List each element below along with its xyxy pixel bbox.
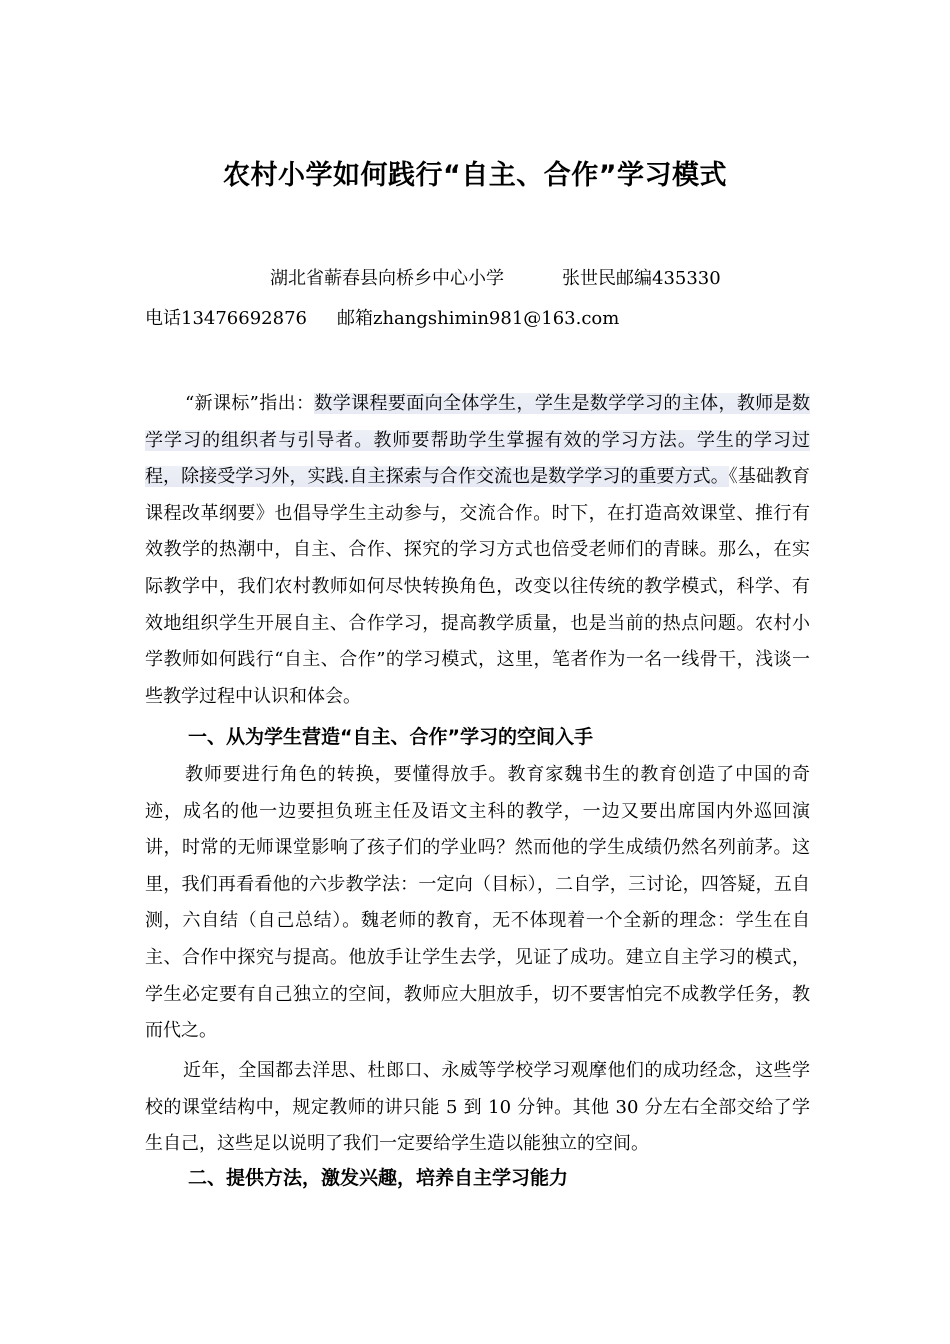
section-2-heading: 二、提供方法，激发兴趣，培养自主学习能力 [188, 1167, 569, 1189]
contact-line [145, 305, 825, 333]
section-1-paragraph-1: 教师要进行角色的转换，要懂得放手。教育家魏书生的教育创造了中国的奇迹，成名的他一边要担负班主任及语文主科的教学，一边又要出席国内外巡回演讲，时常的无师课堂影响了孩子们的学业吗？然而他的学生成绩仍然名列前茅。这里，我们再看看他的六步教学法：一定向（目标），二自学，三讨论，四答疑，五自测，六自结（自己总结）。魏老师的教育，无不体现着一个全新的理念：学生在自主、合作中探究与提高。他放手让学生去学，见证了成功。建立自主学习的模式，学生必定要有自己独立的空间，教师应大胆放手，切不要害怕完不成教学任务，教而代之。 [145, 764, 810, 1042]
intro-section [145, 386, 810, 715]
intro-rest: 《基础教育课程改革纲要》也倡导学生主动参与，交流合作。时下，在打造高效课堂、推行有效教学的热潮中，自主、合作、探究的学习方式也倍受老师们的青睐。那么，在实际教学中，我们农村教师如何尽快转换角色，改变以往传统的教学模式，科学、有效地组织学生开展自主、合作学习，提高教学质量，也是当前的热点问题。农村小学教师如何践行“自主、合作”的学习模式，这里，笔者作为一名一线骨干，浅谈一些教学过程中认识和体会。 [145, 466, 811, 707]
author-line [270, 265, 830, 293]
author-email: 邮箱zhangshimin981@163.com [336, 308, 620, 329]
section-1-heading: 一、从为学生营造“自主、合作”学习的空间入手 [188, 726, 593, 748]
section-1-body-2 [145, 1053, 810, 1163]
section-1-body [145, 757, 810, 1050]
intro-lead: “新课标”指出： [185, 393, 315, 414]
author-phone: 电话13476692876 [145, 308, 307, 329]
intro-highlighted-text: 数学课程要面向全体学生，学生是数学学习的主体，教师是数学学习的组织者与引导者。教师要帮助学生掌握有效的学习方法。学生的学习过程，除接受学习外，实践.自主探索与合作交流也是数学学习的重要方式。 [145, 393, 811, 488]
author-school: 湖北省蕲春县向桥乡中心小学 [270, 268, 504, 289]
author-name-postcode: 张世民邮编435330 [562, 268, 721, 289]
document-title: 农村小学如何践行“自主、合作”学习模式 [223, 160, 727, 191]
section-1-paragraph-2: 近年，全国都去洋思、杜郎口、永威等学校学习观摩他们的成功经念，这些学校的课堂结构中，规定教师的讲只能 5 到 10 分钟。其他 30 分左右全部交给了学生自己，这些足以说明了我们一定要给学生造以能独立的空间。 [145, 1060, 810, 1155]
intro-paragraph [145, 386, 810, 715]
